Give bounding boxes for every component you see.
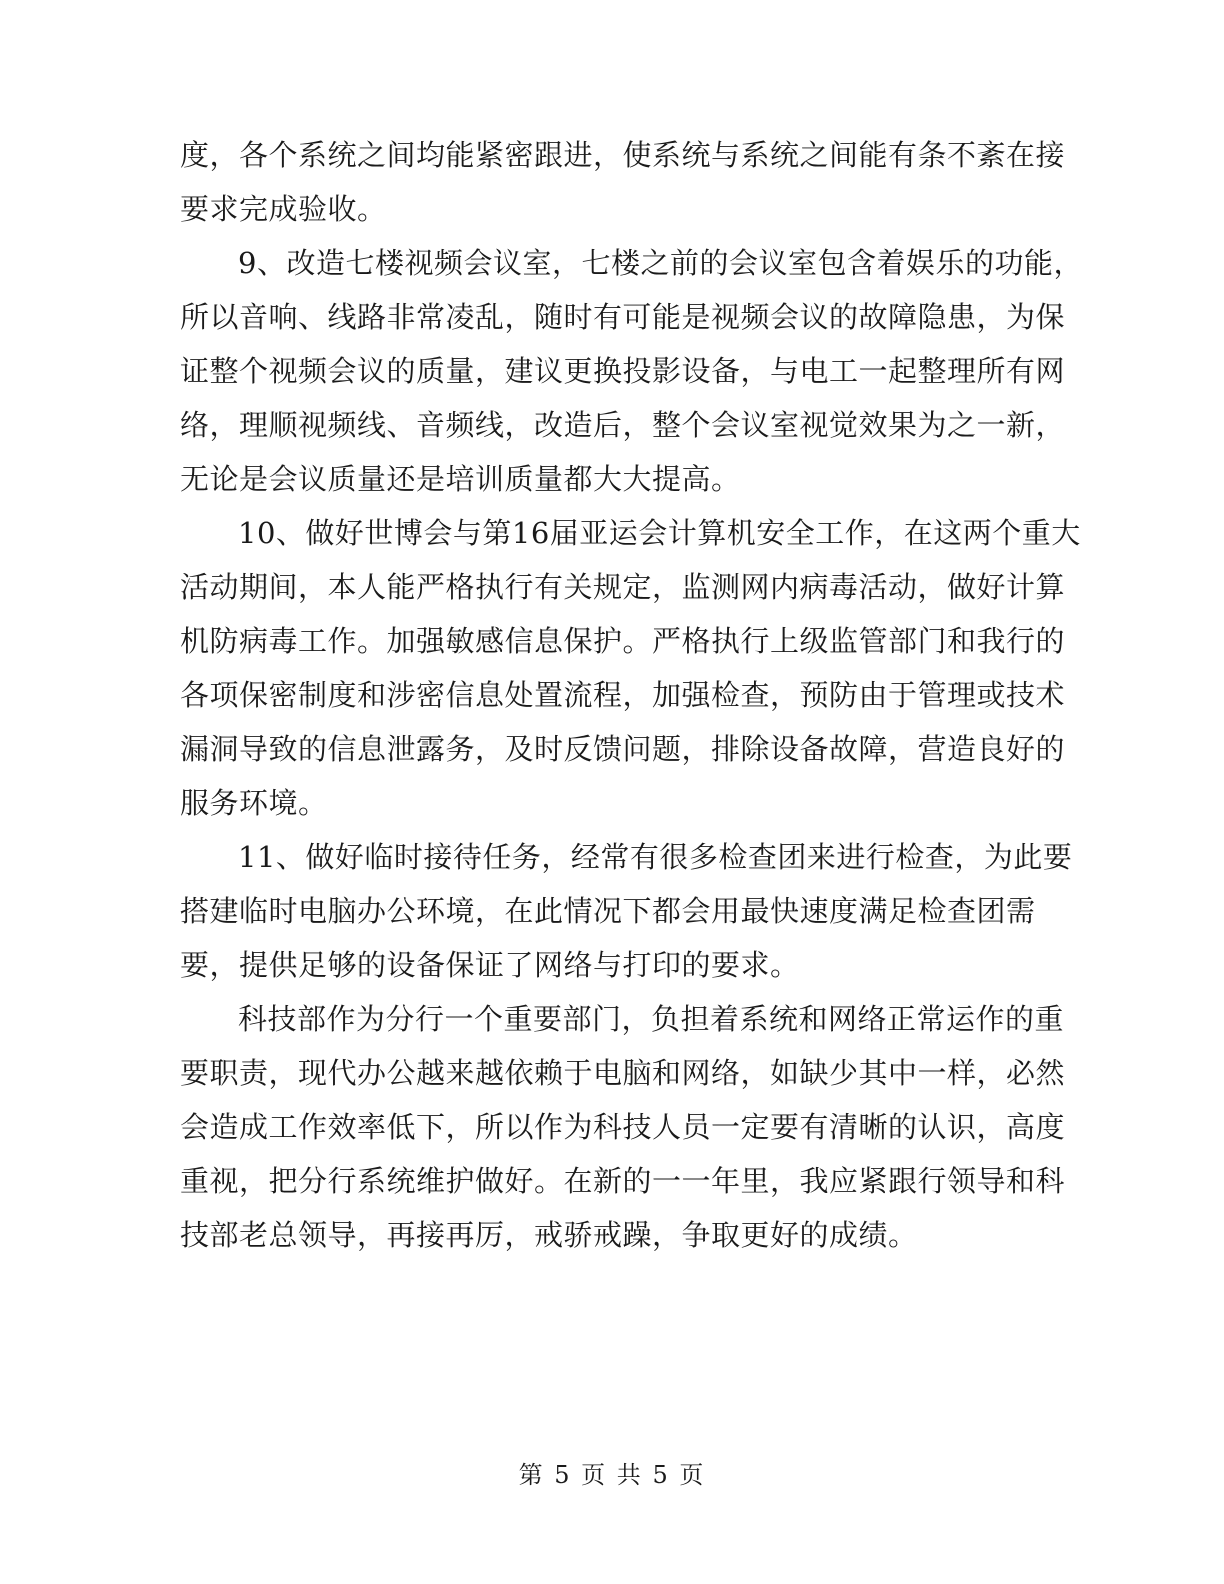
text-line: 活动期间，本人能严格执行有关规定，监测网内病毒活动，做好计算 xyxy=(180,570,1066,604)
text-line: 度，各个系统之间均能紧密跟进，使系统与系统之间能有条不紊在接 xyxy=(180,138,1066,172)
item-10-first-line: 10、做好世博会与第16届亚运会计算机安全工作，在这两个重大 xyxy=(238,516,1081,550)
text-line: 重视，把分行系统维护做好。在新的一一年里，我应紧跟行领导和科 xyxy=(180,1164,1066,1198)
text-line: 所以音响、线路非常凌乱，随时有可能是视频会议的故障隐患，为保 xyxy=(180,300,1066,334)
document-body xyxy=(180,128,1083,1262)
text-line: 证整个视频会议的质量，建议更换投影设备，与电工一起整理所有网 xyxy=(180,354,1066,388)
text-line: 要职责，现代办公越来越依赖于电脑和网络，如缺少其中一样，必然 xyxy=(180,1056,1066,1090)
text-line: 无论是会议质量还是培训质量都大大提高。 xyxy=(180,462,741,496)
text-line: 机防病毒工作。加强敏感信息保护。严格执行上级监管部门和我行的 xyxy=(180,624,1066,658)
text-line: 会造成工作效率低下，所以作为科技人员一定要有清晰的认识，高度 xyxy=(180,1110,1066,1144)
text-line: 络，理顺视频线、音频线，改造后，整个会议室视觉效果为之一新， xyxy=(180,408,1066,442)
conclusion-first-line: 科技部作为分行一个重要部门，负担着系统和网络正常运作的重 xyxy=(238,1002,1065,1036)
text-line: 要求完成验收。 xyxy=(180,192,387,226)
item-9-first-line: 9、改造七楼视频会议室，七楼之前的会议室包含着娱乐的功能， xyxy=(238,246,1083,280)
text-line: 技部老总领导，再接再厉，戒骄戒躁，争取更好的成绩。 xyxy=(180,1218,918,1252)
item-11-first-line: 11、做好临时接待任务，经常有很多检查团来进行检查，为此要 xyxy=(238,840,1073,874)
page-number-footer: 第 5 页 共 5 页 xyxy=(518,1461,706,1489)
text-line: 各项保密制度和涉密信息处置流程，加强检查，预防由于管理或技术 xyxy=(180,678,1066,712)
text-line: 漏洞导致的信息泄露务，及时反馈问题，排除设备故障，营造良好的 xyxy=(180,732,1066,766)
text-line: 搭建临时电脑办公环境，在此情况下都会用最快速度满足检查团需 xyxy=(180,894,1036,928)
text-line: 要，提供足够的设备保证了网络与打印的要求。 xyxy=(180,948,800,982)
text-line: 服务环境。 xyxy=(180,786,328,820)
